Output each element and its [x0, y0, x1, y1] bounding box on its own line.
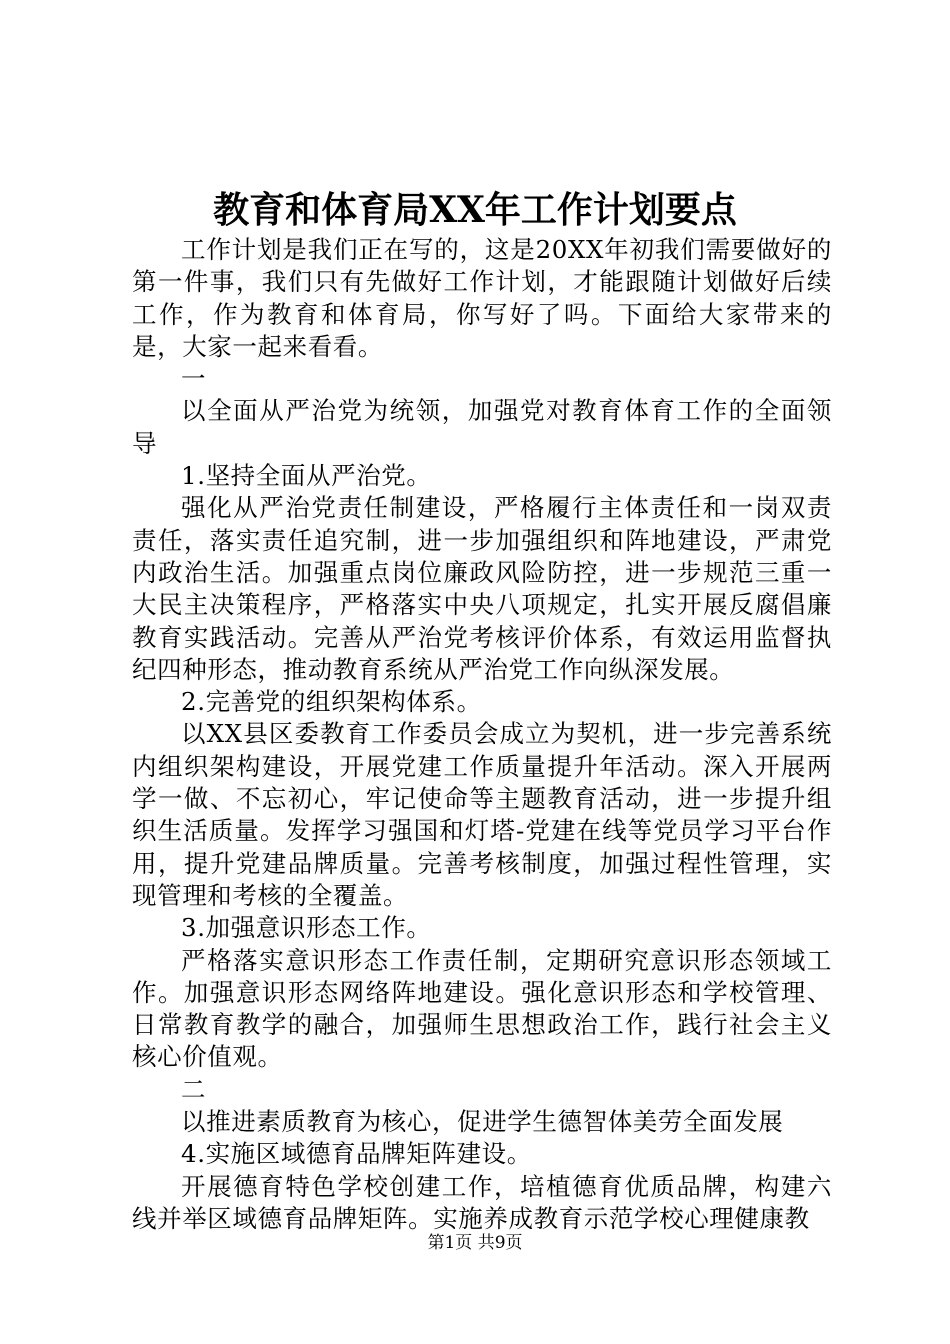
- item-body-1: 强化从严治党责任制建设，严格履行主体责任和一岗双责责任，落实责任追究制，进一步加强组织和阵地建设，严肃党内政治生活。加强重点岗位廉政风险防控，进一步规范三重一大民主决策程序，严格落实中央八项规定，扎实开展反腐倡廉教育实践活动。完善从严治党考核评价体系，有效运用监督执纪四种形态，推动教育系统从严治党工作向纵深发展。: [132, 493, 832, 684]
- item-heading-1: 1.坚持全面从严治党。: [181, 461, 432, 491]
- page-footer: 第1页 共9页: [427, 1233, 523, 1253]
- item-heading-2: 2.完善党的组织架构体系。: [181, 687, 482, 717]
- section-number-1: 一: [181, 364, 207, 394]
- item-body-3: 严格落实意识形态工作责任制，定期研究意识形态领域工作。加强意识形态网络阵地建设。强化意识形态和学校管理、日常教育教学的融合，加强师生思想政治工作，践行社会主义核心价值观。: [132, 945, 832, 1072]
- section-heading-1: 以全面从严治党为统领，加强党对教育体育工作的全面领导: [132, 396, 832, 458]
- item-heading-4: 4.实施区域德育品牌矩阵建设。: [181, 1139, 532, 1169]
- item-body-2: 以XX县区委教育工作委员会成立为契机，进一步完善系统内组织架构建设，开展党建工作质量提升年活动。深入开展两学一做、不忘初心，牢记使命等主题教育活动，进一步提升组织生活质量。发挥学习强国和灯塔-党建在线等党员学习平台作用，提升党建品牌质量。完善考核制度，加强过程性管理，实现管理和考核的全覆盖。: [132, 719, 832, 910]
- item-body-4: 开展德育特色学校创建工作，培植德育优质品牌，构建六线并举区域德育品牌矩阵。实施养成教育示范学校心理健康教: [132, 1171, 832, 1233]
- paragraph-intro: 工作计划是我们正在写的，这是20XX年初我们需要做好的第一件事，我们只有先做好工作计划，才能跟随计划做好后续工作，作为教育和体育局，你写好了吗。下面给大家带来的是，大家一起来看看。: [132, 235, 832, 361]
- section-number-2: 二: [181, 1074, 207, 1104]
- section-heading-2: 以推进素质教育为核心，促进学生德智体美劳全面发展: [181, 1107, 784, 1137]
- item-heading-3: 3.加强意识形态工作。: [181, 913, 432, 943]
- document-body: [132, 234, 832, 1235]
- document-title: 教育和体育局XX年工作计划要点: [213, 189, 737, 231]
